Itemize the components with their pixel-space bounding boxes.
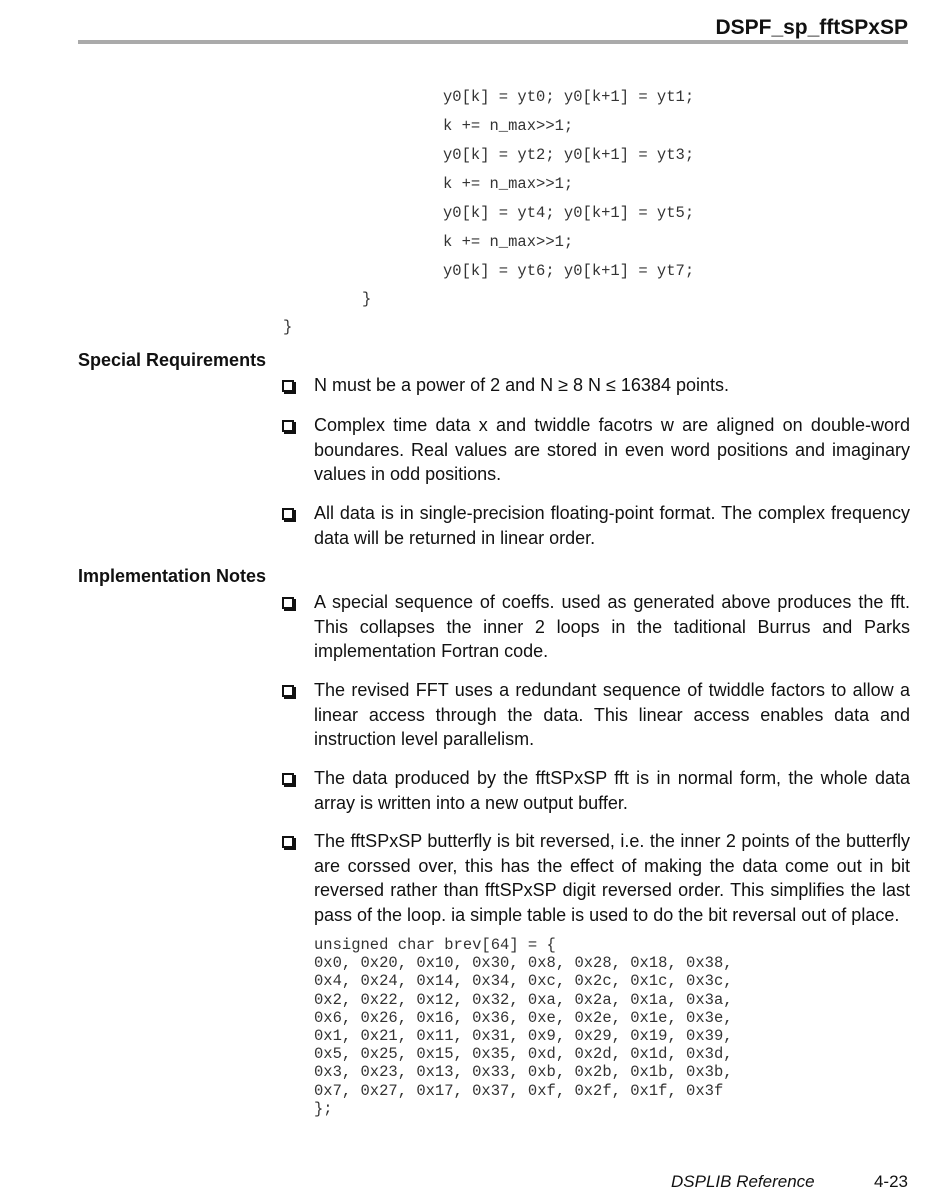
header-rule	[78, 40, 908, 44]
code-line: y0[k] = yt0; y0[k+1] = yt1;	[443, 88, 695, 106]
code-line: k += n_max>>1;	[443, 233, 574, 251]
code-line: k += n_max>>1;	[443, 117, 574, 135]
page-number: 4-23	[873, 1172, 908, 1191]
implementation-notes-heading: Implementation Notes	[78, 566, 267, 586]
list-item	[282, 829, 910, 927]
code-closing-brace: }	[362, 290, 372, 308]
code-line: y0[k] = yt6; y0[k+1] = yt7;	[443, 262, 695, 280]
list-item-text: Complex time data x and twiddle facotrs w are aligned on double-word boundares. Real values are stored in even word positions and imaginary values in odd positions.	[314, 415, 910, 484]
code-line: y0[k] = yt2; y0[k+1] = yt3;	[443, 146, 695, 164]
checkbox-bullet-icon	[282, 597, 294, 609]
list-item	[282, 766, 910, 815]
checkbox-bullet-icon	[282, 836, 294, 848]
footer-reference: DSPLIB Reference	[671, 1172, 815, 1191]
list-item	[282, 678, 910, 752]
list-item-text: All data is in single-precision floating-point format. The complex frequency data will be returned in linear order.	[314, 503, 910, 548]
checkbox-bullet-icon	[282, 380, 294, 392]
code-line: k += n_max>>1;	[443, 175, 574, 193]
checkbox-bullet-icon	[282, 773, 294, 785]
checkbox-bullet-icon	[282, 685, 294, 697]
page-header-title: DSPF_sp_fftSPxSP	[715, 16, 908, 39]
list-item-text: The revised FFT uses a redundant sequence of twiddle factors to allow a linear access through the data. This linear access enables data and instruction level parallelism.	[314, 680, 910, 749]
list-item	[282, 501, 910, 550]
checkbox-bullet-icon	[282, 508, 294, 520]
list-item	[282, 590, 910, 664]
list-item	[282, 373, 910, 398]
code-line: y0[k] = yt4; y0[k+1] = yt5;	[443, 204, 695, 222]
brev-table-code: unsigned char brev[64] = { 0x0, 0x20, 0x10, 0x30, 0x8, 0x28, 0x18, 0x38, 0x4, 0x24, 0x14, 0x34, 0xc, 0x2c, 0x1c, 0x3c, 0x2, 0x22, 0x12, 0x32, 0xa, 0x2a, 0x1a, 0x3a, 0x6, 0x26, 0x16, 0x36, 0xe, 0x2e, 0x1e, 0x3e, 0x1, 0x21, 0x11, 0x31, 0x9, 0x29, 0x19, 0x39, 0x5, 0x25, 0x15, 0x35, 0xd, 0x2d, 0x1d, 0x3d, 0x3, 0x23, 0x13, 0x33, 0xb, 0x2b, 0x1b, 0x3b, 0x7, 0x27, 0x17, 0x37, 0xf, 0x2f, 0x1f, 0x3f };	[314, 936, 733, 1118]
list-item-text: The fftSPxSP butterfly is bit reversed, i.e. the inner 2 points of the butterfly are corssed over, this has the effect of making the data come out in bit reversed rather than fftSPxSP digit reversed order. This simplifies the last pass of the loop. ia simple table is used to do the bit reversal out of place.	[314, 831, 910, 925]
checkbox-bullet-icon	[282, 420, 294, 432]
list-item-text: A special sequence of coeffs. used as generated above produces the fft. This collapses the inner 2 loops in the taditional Burrus and Parks implementation Fortran code.	[314, 592, 910, 661]
list-item-text: N must be a power of 2 and N ≥ 8 N ≤ 16384 points.	[314, 375, 729, 395]
code-closing-brace: }	[283, 318, 293, 336]
special-requirements-heading: Special Requirements	[78, 350, 267, 370]
list-item-text: The data produced by the fftSPxSP fft is in normal form, the whole data array is written into a new output buffer.	[314, 768, 910, 813]
list-item	[282, 413, 910, 487]
